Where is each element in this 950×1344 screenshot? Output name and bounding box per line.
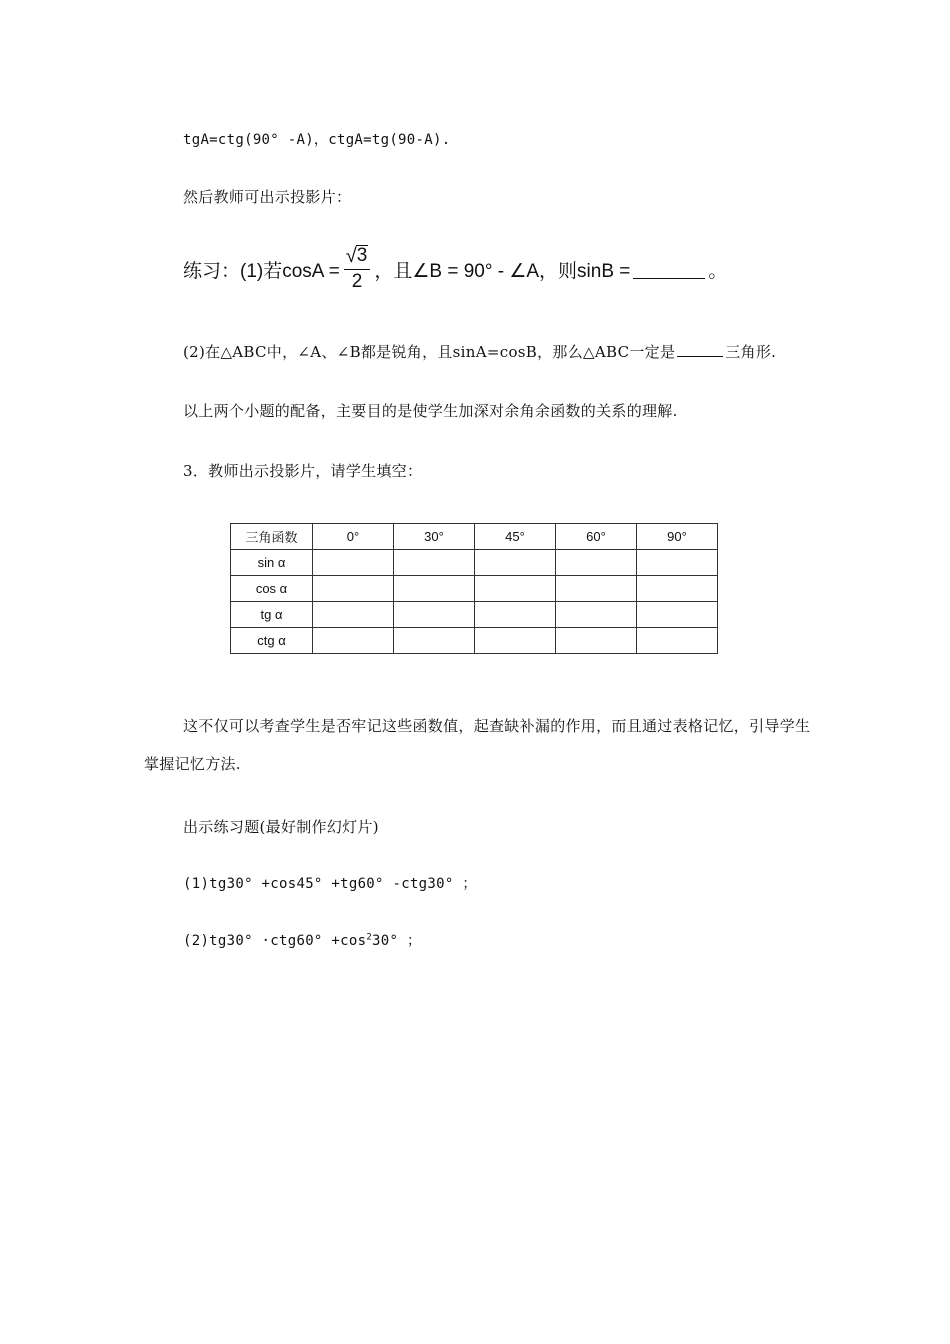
answer-blank (633, 260, 705, 279)
table-row (231, 576, 718, 602)
empty-cell[interactable] (313, 576, 394, 602)
empty-cell[interactable] (556, 550, 637, 576)
header-cell: 45° (475, 524, 556, 550)
empty-cell[interactable] (475, 550, 556, 576)
sqrt-value: 3 (356, 245, 368, 267)
fraction-sqrt3-over-2 (344, 245, 371, 293)
memory-method-paragraph: 这不仅可以考查学生是否牢记这些函数值，起查缺补漏的作用，而且通过表格记忆，引导学生掌握记忆方法. (144, 717, 811, 773)
empty-cell[interactable] (475, 602, 556, 628)
empty-cell[interactable] (637, 550, 718, 576)
empty-cell[interactable] (556, 628, 637, 654)
header-cell: 0° (313, 524, 394, 550)
empty-cell[interactable] (637, 628, 718, 654)
empty-cell[interactable] (313, 550, 394, 576)
sqrt-icon: √ (345, 245, 357, 268)
practice-formula-1: (1)tg30° +cos45° +tg60° -ctg30° ； (183, 876, 477, 892)
empty-cell[interactable] (475, 576, 556, 602)
denominator: 2 (351, 271, 363, 293)
teacher-instruction: 然后教师可出示投影片： (183, 188, 352, 206)
exercise-end: 。 (708, 260, 728, 282)
table-header-row (231, 524, 718, 550)
formula-complementary: tgA=ctg(90° -A)，ctgA=tg(90-A). (183, 132, 451, 148)
empty-cell[interactable] (637, 602, 718, 628)
empty-cell[interactable] (394, 550, 475, 576)
formula-2-part2: 30° ； (372, 933, 422, 949)
empty-cell[interactable] (637, 576, 718, 602)
trig-value-table (230, 523, 718, 654)
empty-cell[interactable] (556, 576, 637, 602)
exercise-middle: ，且∠B = 90° - ∠A，则sinB = (374, 260, 631, 282)
empty-cell[interactable] (556, 602, 637, 628)
row-label: sin α (231, 550, 313, 576)
table-row (231, 628, 718, 654)
formula-2-part1: (2)tg30° ·ctg60° +cos (183, 933, 367, 949)
header-cell: 90° (637, 524, 718, 550)
header-cell: 三角函数 (231, 524, 313, 550)
exercise-1 (183, 244, 727, 294)
table-row (231, 602, 718, 628)
row-label: tg α (231, 602, 313, 628)
practice-formula-2 (183, 930, 421, 950)
row-label: cos α (231, 576, 313, 602)
exercise-2 (183, 341, 776, 362)
exercise-2-end: 三角形. (725, 343, 777, 361)
empty-cell[interactable] (475, 628, 556, 654)
formula-2-exponent: 2 (366, 932, 373, 943)
empty-cell[interactable] (394, 602, 475, 628)
header-cell: 60° (556, 524, 637, 550)
answer-blank-2 (677, 342, 723, 357)
exercise-2-text: (2)在△ABC中，∠A、∠B都是锐角，且sinA=cosB，那么△ABC一定是 (183, 343, 676, 361)
row-label: ctg α (231, 628, 313, 654)
exercise-prefix: 练习：(1)若cosA = (183, 260, 340, 282)
empty-cell[interactable] (394, 628, 475, 654)
empty-cell[interactable] (394, 576, 475, 602)
empty-cell[interactable] (313, 628, 394, 654)
header-cell: 30° (394, 524, 475, 550)
purpose-note: 以上两个小题的配备，主要目的是使学生加深对余角余函数的关系的理解. (183, 402, 678, 420)
step-3: 3．教师出示投影片，请学生填空： (183, 462, 423, 480)
table-row (231, 550, 718, 576)
slide-note: 出示练习题(最好制作幻灯片) (183, 818, 379, 836)
empty-cell[interactable] (313, 602, 394, 628)
